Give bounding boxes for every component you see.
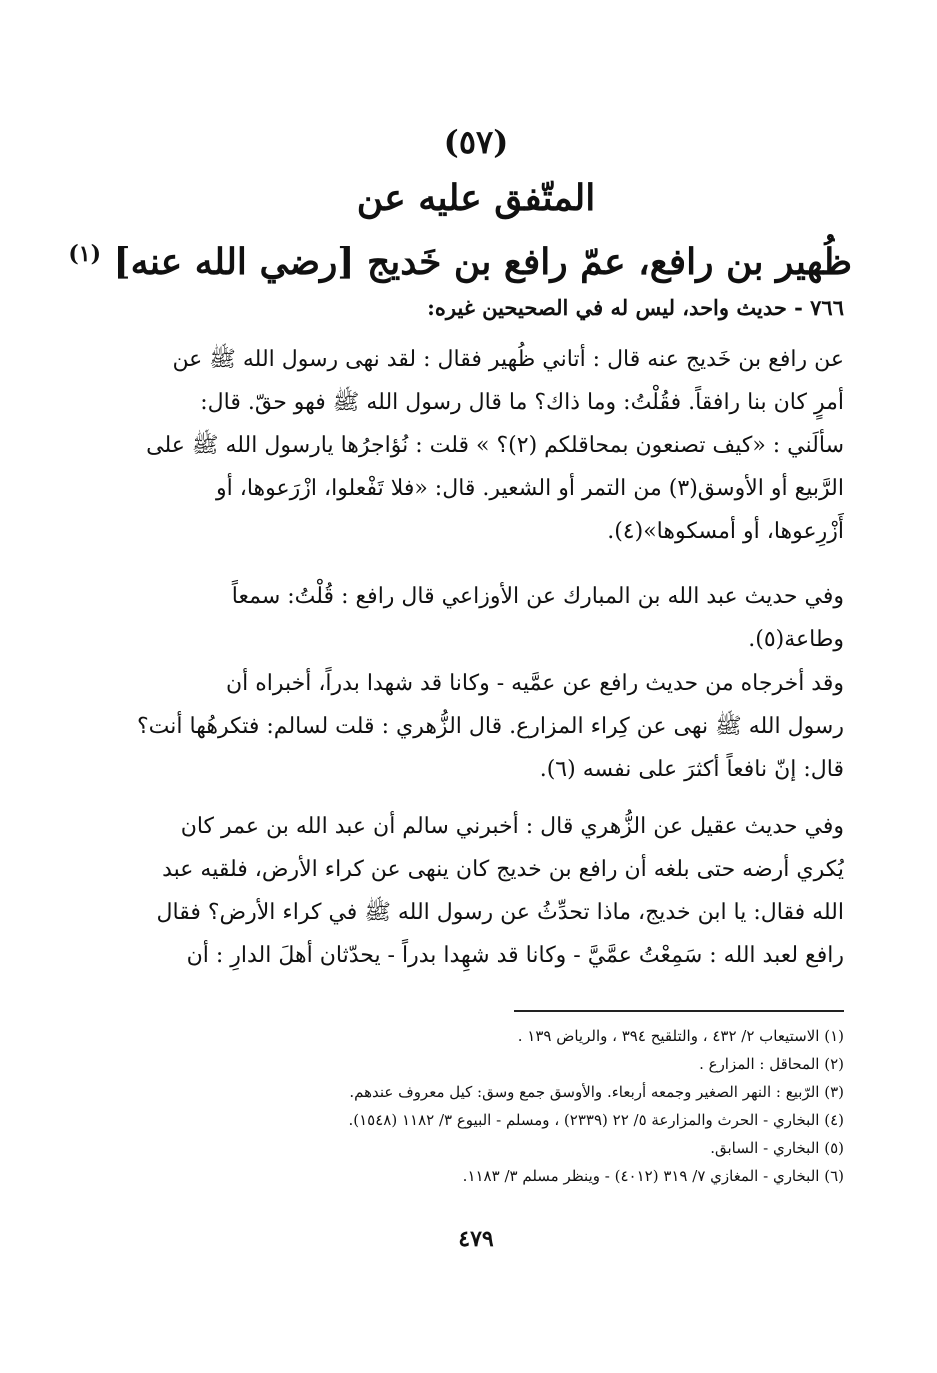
footnote-4: (٤) البخاري - الحرث والمزارعة ٥/ ٢٢ (٢٣٣٩) ، ومسلم - البيوع ٣/ ١١٨٢ (١٥٤٨). <box>348 1111 844 1129</box>
footnote-ref-1: (١) <box>68 241 101 267</box>
chapter-title-line1: المتّفق عليه عن <box>356 177 596 219</box>
hadith-subheading: ٧٦٦ - حديث واحد، ليس له في الصحيحين غيره: <box>427 295 844 320</box>
page-number: ٤٧٩ <box>458 1226 494 1252</box>
chapter-number: (٥٧) <box>443 123 509 161</box>
text-line: أمرٍ كان بنا رافقاً. فقُلْتُ: وما ذاك؟ ما قال رسول الله ﷺ فهو حقّ. قال: <box>200 390 844 415</box>
text-line: وفي حديث عبد الله بن المبارك عن الأوزاعي قال رافع : قُلْتُ: سمعاً <box>231 584 844 609</box>
footnote-5: (٥) البخاري - السابق. <box>710 1139 844 1157</box>
paragraph-4 <box>100 805 844 977</box>
text-line: قال: إنّ نافعاً أكثرَ على نفسه (٦). <box>539 757 844 782</box>
footnote-3: (٣) الرّبيع : النهر الصغير وجمعه أربعاء. والأوسق جمع وسق: كيل معروف عندهم. <box>349 1083 844 1101</box>
paragraph-2 <box>100 575 844 661</box>
chapter-title-name: ظُهير بن رافع، عمّ رافع بن خَديج [رضي الله عنه] <box>113 241 852 283</box>
text-line: وطاعة(٥). <box>748 627 844 652</box>
paragraph-3 <box>100 662 844 791</box>
text-line: الرَّبيع أو الأوسق(٣) من التمر أو الشعير. قال: «فلا تَفْعلوا، ازْرَعوها، أو <box>216 476 844 501</box>
text-line: رافع لعبد الله : سَمِعْتُ عمَّيَّ - وكانا قد شهِدا بدراً - يحدّثان أهلَ الدارِ : أن <box>186 943 844 968</box>
chapter-title-line2 <box>68 228 852 288</box>
text-line: أَزْرِعوها، أو أمسكوها»(٤). <box>607 519 844 544</box>
footnote-divider <box>514 1010 844 1012</box>
paragraph-1 <box>100 338 844 553</box>
text-line: رسول الله ﷺ نهى عن كِراء المزارع. قال الزُّهري : قلت لسالم: فتكرهُها أنت؟ <box>137 714 844 739</box>
footnote-1: (١) الاستيعاب ٢/ ٤٣٢ ، والتلقيح ٣٩٤ ، والرياض ١٣٩ . <box>517 1027 844 1045</box>
text-line: وفي حديث عقيل عن الزُّهري قال : أخبرني سالم أن عبد الله بن عمر كان <box>180 814 844 839</box>
footnote-2: (٢) المحاقل : المزارع . <box>699 1055 844 1073</box>
text-line: عن رافع بن خَديج عنه قال : أتاني ظُهير فقال : لقد نهى رسول الله ﷺ عن <box>172 347 844 372</box>
text-line: يُكري أرضه حتى بلغه أن رافع بن خديج كان ينهى عن كراء الأرض، فلقيه عبد <box>162 857 844 882</box>
footnote-6: (٦) البخاري - المغازي ٧/ ٣١٩ (٤٠١٢) - وينظر مسلم ٣/ ١١٨٣. <box>462 1167 844 1185</box>
footnotes <box>100 1022 844 1190</box>
text-line: الله فقال: يا ابن خديج، ماذا تحدِّثُ عن رسول الله ﷺ في كراء الأرض؟ فقال <box>156 900 844 925</box>
text-line: وقد أخرجاه من حديث رافع عن عمَّيه - وكانا قد شهدا بدراً، أخبراه أن <box>225 671 844 696</box>
text-line: سألَني : «كيف تصنعون بمحاقلكم (٢)؟ » قلت : نُؤاجرُها يارسول الله ﷺ على <box>146 433 844 458</box>
book-page <box>68 0 852 1373</box>
